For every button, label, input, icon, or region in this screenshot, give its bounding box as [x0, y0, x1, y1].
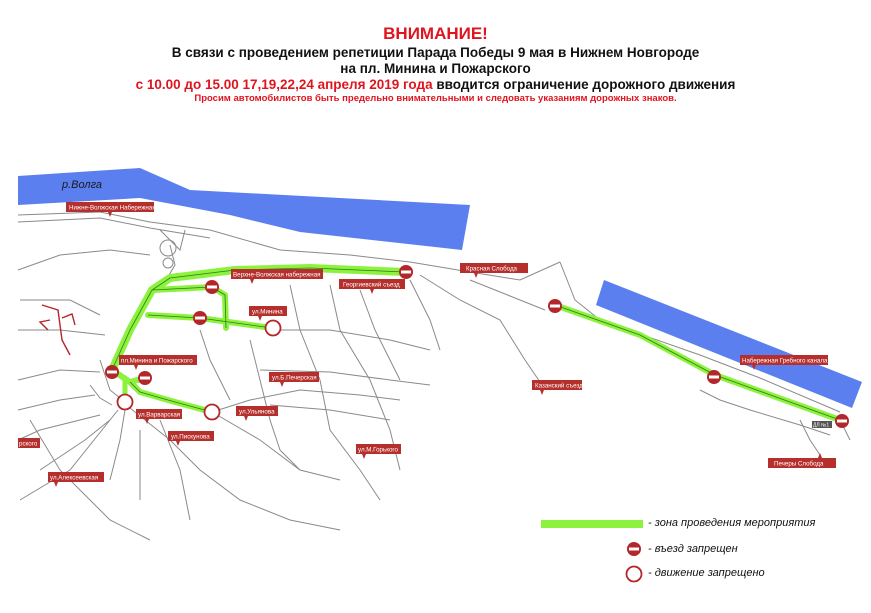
svg-text:ул.Пискунова: ул.Пискунова	[171, 433, 210, 441]
no-traffic-sign	[266, 321, 281, 336]
legend-no-entry-label: - въезд запрещен	[648, 543, 738, 555]
legend-no-traffic-icon	[627, 567, 642, 582]
street-label-piskunova	[168, 431, 214, 446]
no-entry-sign	[138, 371, 152, 385]
no-entry-sign	[105, 365, 119, 379]
street-label-partial-left	[18, 438, 40, 448]
street-label-gorkogo	[356, 444, 401, 459]
legend-no-traffic-label: - движение запрещено	[648, 567, 765, 579]
svg-text:ул.М.Горького: ул.М.Горького	[358, 446, 398, 454]
svg-text:Красная Слобода: Красная Слобода	[466, 265, 517, 273]
svg-text:Казанский съезд: Казанский съезд	[535, 382, 583, 390]
no-traffic-sign	[205, 405, 220, 420]
notice-restriction: вводится ограничение дорожного движения	[432, 77, 736, 92]
street-label-nizhne-volzhskaya	[66, 202, 156, 217]
svg-text:ул.Ульянова: ул.Ульянова	[239, 408, 275, 416]
svg-text:рского: рского	[19, 440, 38, 448]
no-entry-sign	[205, 280, 219, 294]
no-entry-sign	[399, 265, 413, 279]
no-traffic-sign	[118, 395, 133, 410]
no-entry-sign	[707, 370, 721, 384]
street-label-varvarskaya	[136, 409, 182, 424]
svg-text:Печеры Слобода: Печеры Слобода	[774, 460, 824, 468]
notice-title: ВНИМАНИЕ!	[383, 24, 488, 43]
notice-line-1: В связи с проведением репетиции Парада Победы 9 мая в Нижнем Новгороде	[171, 45, 700, 60]
no-entry-sign	[193, 311, 207, 325]
svg-text:Верхне-Волжская набережная: Верхне-Волжская набережная	[233, 271, 321, 279]
legend-event-zone-swatch	[541, 520, 643, 528]
stop-label	[812, 421, 832, 429]
river-label: р.Волга	[62, 179, 103, 191]
notice-line-4: Просим автомобилистов быть предельно внимательными и следовать указаниям дорожных знаков.	[194, 93, 677, 104]
street-label-georgievsky	[339, 279, 405, 294]
svg-text:Нижне-Волжская Набережная: Нижне-Волжская Набережная	[69, 204, 156, 212]
street-label-verkhne-volzhskaya	[231, 269, 323, 284]
svg-text:пл.Минина и Пожарского: пл.Минина и Пожарского	[121, 357, 193, 365]
svg-text:ДЛ №1: ДЛ №1	[813, 422, 830, 429]
street-label-kazansky	[532, 380, 583, 395]
svg-text:Набережная Гребного канала: Набережная Гребного канала	[742, 357, 828, 365]
street-label-pecherskaya	[269, 372, 319, 387]
legend-event-zone-label: - зона проведения мероприятия	[648, 517, 816, 529]
street-label-alekseevskaya	[48, 472, 104, 487]
svg-text:ул.Б.Печерская: ул.Б.Печерская	[272, 374, 317, 382]
no-entry-sign	[548, 299, 562, 313]
svg-text:ул.Алексеевская: ул.Алексеевская	[50, 474, 99, 482]
notice-line-2: на пл. Минина и Пожарского	[340, 61, 531, 76]
river-right	[596, 280, 862, 408]
no-entry-sign	[835, 414, 849, 428]
street-label-pechery-sloboda	[768, 453, 836, 468]
notice-dates: с 10.00 до 15.00 17,19,22,24 апреля 2019 года	[135, 77, 433, 92]
svg-text:ул.Минина: ул.Минина	[252, 308, 283, 316]
street-label-minina	[249, 306, 287, 321]
svg-text:ул.Варварская: ул.Варварская	[138, 411, 181, 419]
street-label-square	[119, 355, 197, 370]
street-label-ulyanova	[236, 406, 278, 421]
legend-no-entry-icon	[627, 542, 641, 556]
svg-text:Георгиевский съезд: Георгиевский съезд	[343, 281, 400, 289]
